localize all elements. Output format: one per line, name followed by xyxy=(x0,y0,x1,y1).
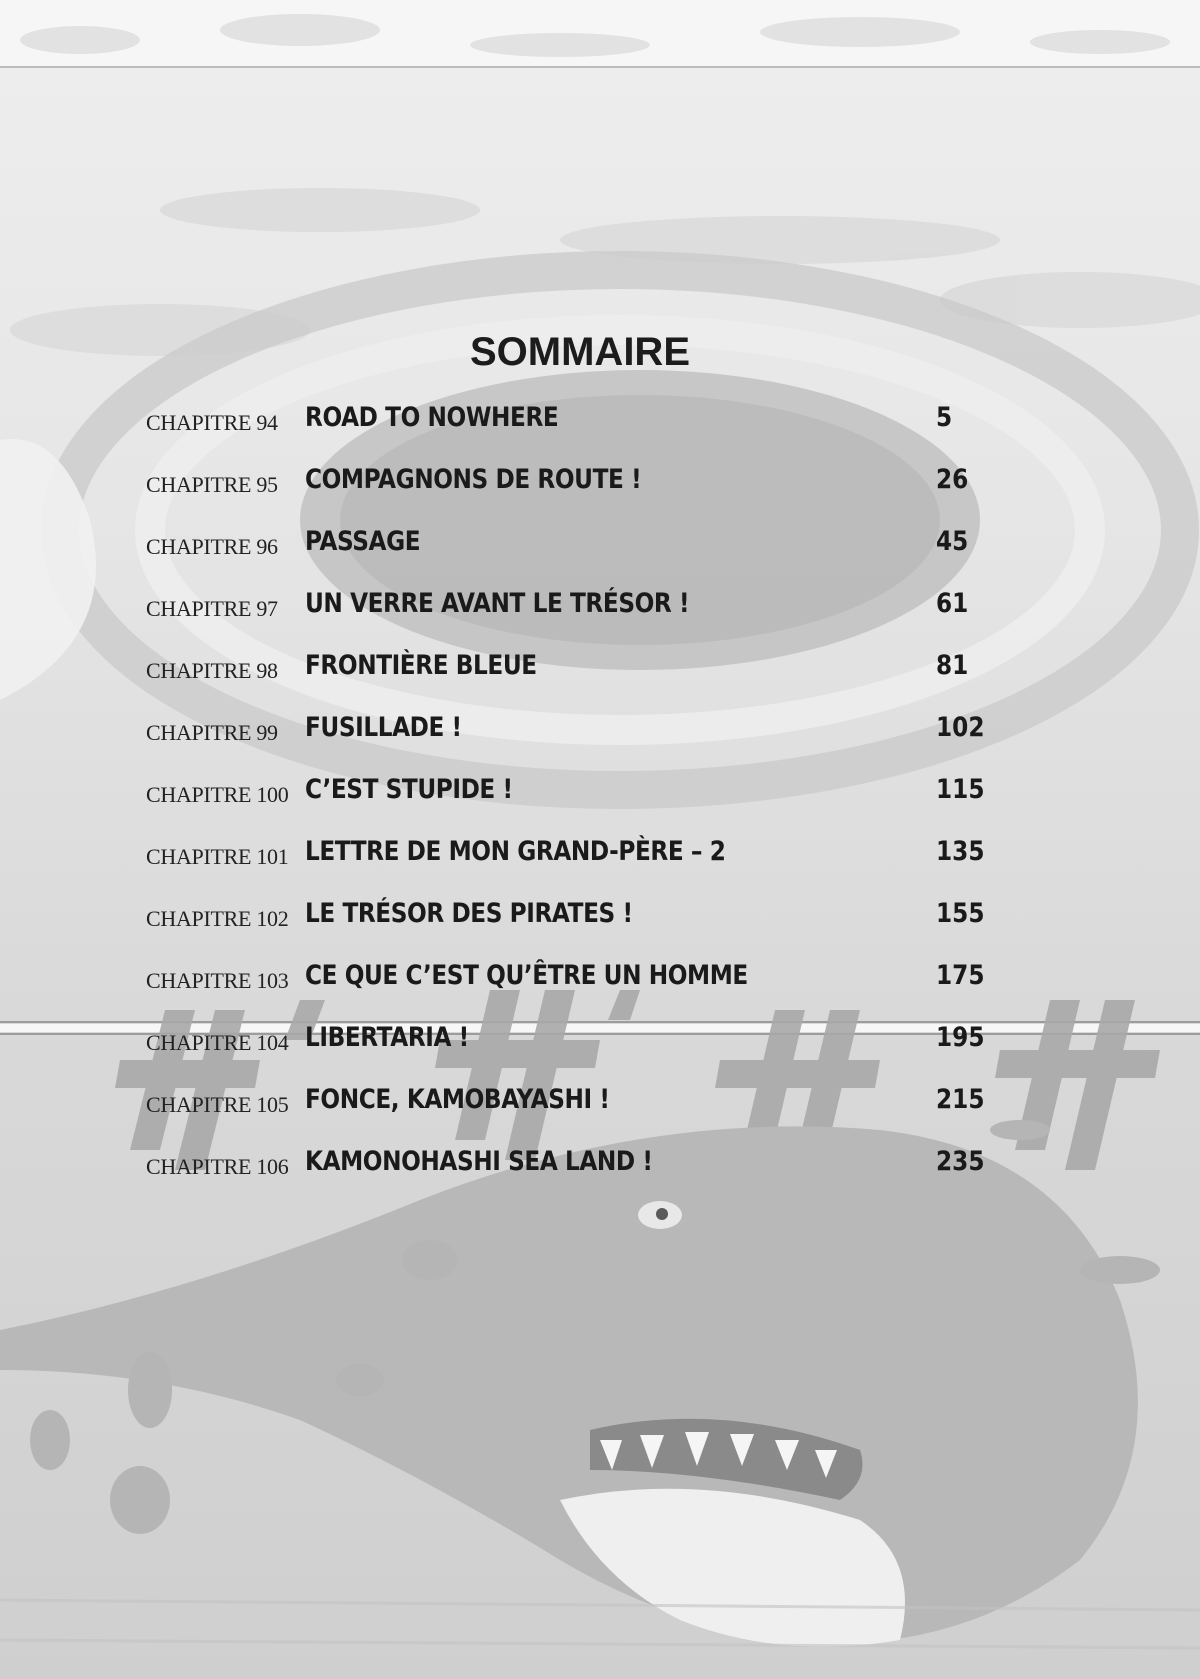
toc-entry xyxy=(146,646,1006,708)
toc-entry xyxy=(146,1142,1006,1204)
chapter-title: COMPAGNONS DE ROUTE ! xyxy=(305,464,642,495)
toc-entry xyxy=(146,832,1006,894)
chapter-title: LE TRÉSOR DES PIRATES ! xyxy=(305,898,633,929)
toc-list xyxy=(146,398,1006,1204)
chapter-number: CHAPITRE 99 xyxy=(146,720,278,745)
toc-entry xyxy=(146,584,1006,646)
toc-entry xyxy=(146,956,1006,1018)
chapter-title: FUSILLADE ! xyxy=(305,712,462,743)
chapter-title: LETTRE DE MON GRAND-PÈRE – 2 xyxy=(305,836,726,867)
chapter-number: CHAPITRE 98 xyxy=(146,658,278,683)
toc-entry xyxy=(146,398,1006,460)
chapter-title: ROAD TO NOWHERE xyxy=(305,402,559,433)
chapter-number: CHAPITRE 104 xyxy=(146,1030,289,1055)
chapter-number: CHAPITRE 106 xyxy=(146,1154,289,1179)
chapter-title: KAMONOHASHI SEA LAND ! xyxy=(305,1146,653,1177)
chapter-page: 102 xyxy=(936,712,985,743)
chapter-title: CE QUE C’EST QU’ÊTRE UN HOMME xyxy=(305,960,748,991)
chapter-page: 175 xyxy=(936,960,985,991)
toc-entry xyxy=(146,894,1006,956)
chapter-title: C’EST STUPIDE ! xyxy=(305,774,513,805)
chapter-page: 235 xyxy=(936,1146,985,1177)
chapter-number: CHAPITRE 96 xyxy=(146,534,278,559)
chapter-number: CHAPITRE 102 xyxy=(146,906,289,931)
chapter-page: 5 xyxy=(936,402,953,433)
chapter-number: CHAPITRE 105 xyxy=(146,1092,289,1117)
chapter-number: CHAPITRE 101 xyxy=(146,844,289,869)
toc-entry xyxy=(146,460,1006,522)
chapter-number: CHAPITRE 100 xyxy=(146,782,289,807)
chapter-title: FRONTIÈRE BLEUE xyxy=(305,650,537,681)
chapter-number: CHAPITRE 97 xyxy=(146,596,278,621)
chapter-title: PASSAGE xyxy=(305,526,421,557)
toc-entry xyxy=(146,708,1006,770)
chapter-page: 215 xyxy=(936,1084,985,1115)
chapter-title: LIBERTARIA ! xyxy=(305,1022,469,1053)
chapter-page: 26 xyxy=(936,464,969,495)
toc-title: SOMMAIRE xyxy=(470,330,690,374)
toc-entry xyxy=(146,770,1006,832)
toc-entry xyxy=(146,1080,1006,1142)
chapter-page: 115 xyxy=(936,774,985,805)
toc-entry xyxy=(146,1018,1006,1080)
chapter-page: 135 xyxy=(936,836,985,867)
toc-entry xyxy=(146,522,1006,584)
chapter-title: UN VERRE AVANT LE TRÉSOR ! xyxy=(305,588,690,619)
chapter-page: 45 xyxy=(936,526,969,557)
chapter-title: FONCE, KAMOBAYASHI ! xyxy=(305,1084,610,1115)
chapter-page: 81 xyxy=(936,650,969,681)
chapter-number: CHAPITRE 95 xyxy=(146,472,278,497)
chapter-page: 61 xyxy=(936,588,969,619)
chapter-number: CHAPITRE 103 xyxy=(146,968,289,993)
chapter-number: CHAPITRE 94 xyxy=(146,410,278,435)
chapter-page: 195 xyxy=(936,1022,985,1053)
chapter-page: 155 xyxy=(936,898,985,929)
